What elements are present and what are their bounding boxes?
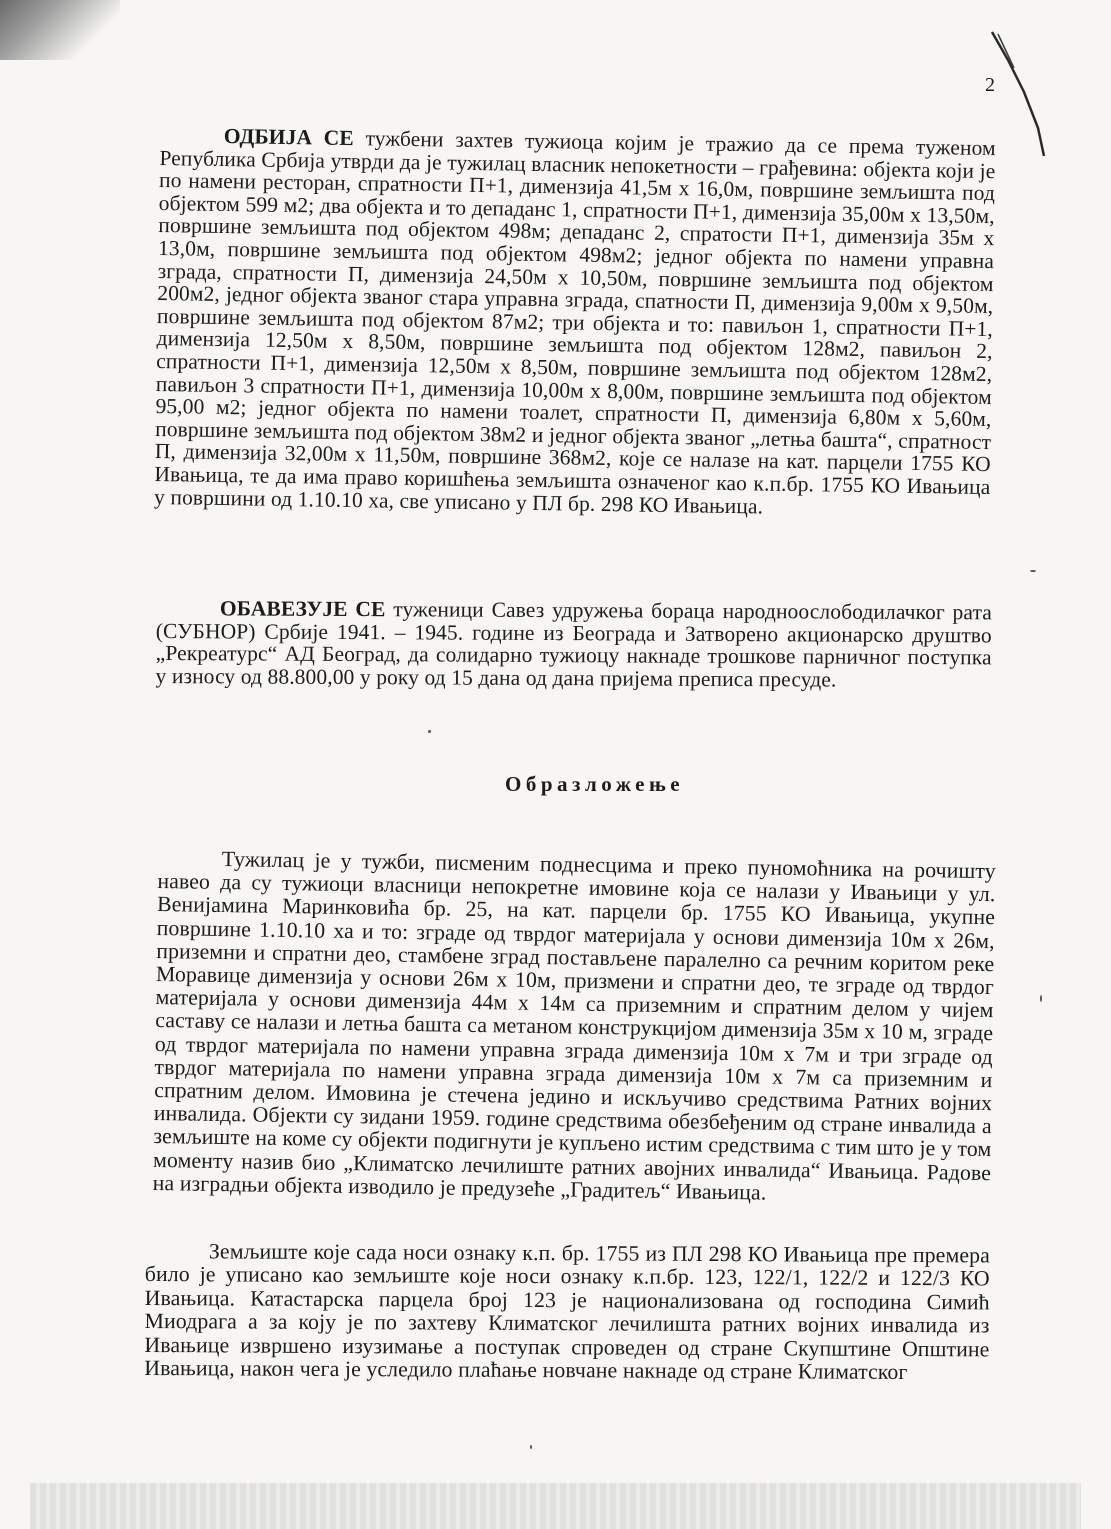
paragraph-obliges [156, 597, 992, 692]
paragraph-lead: ОДБИЈА СЕ [223, 124, 355, 151]
paragraph-text: Тужилац је у тужби, писменим поднесцима и преко пуномоћника на рочишту навео да су тужиоци власници непокретне имовине која се налази у Ивањици у ул. Венијамина Маринковића бр. 25, на кат. парцели бр. 1755 КО Ивањица, укупне површине 1.10.10 ха и то: зграде од тврдог материјала у основи димензија 10м х 26м, приземни и спратни део, стамбене зград постављене паралелно са речним коритом реке Моравице димензија у основи 26м х 10м, призмени и спратни део, те зграде од тврдог материјала у основи димензија 44м х 14м са приземним и спратним делом у чијем саставу се налази и летња башта са метаном конструкцијом димензија 35м х 10 м, зграде од тврдог материјала по намени управна зграда димензија 10м х 7м и три зграде од тврдог материјала по намени управна зграда димензија 10м х 7м са приземним и спратним делом. Имовина је стечена једино и искључиво средствима Ратних војних инвалида. Објекти су зидани 1959. године средствима обезбеђеним од стране инвалида а земљиште на коме су објекти подигнути је купљено истим средствима с тим што је у том моменту назив био „Климатско лечилиште ратних авојних инвалида“ Ивањица. Радове на изградњи објекта изводило је предузеће „Градитељ“ Ивањица. [152, 847, 996, 1205]
paragraph-rejects [154, 124, 996, 521]
paragraph-lead: ОБАВЕЗУЈЕ СЕ [219, 596, 386, 622]
scan-speck [1040, 995, 1042, 1002]
paragraph-text: туженици Савез удружења бораца народноослободилачког рата (СУБНОР) Србије 1941. – 1945. године из Београда и Затворено акционарско друштво „Рекреатурс“ АД Београд, да солидарно тужиоцу накнаде трошкове парничног поступка у износу од 88.800,00 у року од 15 дана од дана пријема преписа пресуде. [155, 597, 992, 692]
scan-shadow-top-left [0, 0, 120, 60]
page-number: 2 [985, 74, 995, 96]
corner-pen-stroke [990, 30, 1050, 160]
paragraph-reasoning-1 [153, 847, 996, 1208]
scan-speck [530, 1445, 532, 1449]
scan-speck [428, 730, 431, 733]
paragraph-reasoning-2 [144, 1240, 990, 1385]
section-heading: Образложење [505, 772, 685, 796]
scan-speck [1030, 570, 1036, 572]
paragraph-text: Земљиште које сада носи ознаку к.п. бр. 1755 из ПЛ 298 КО Ивањица пре премера било је уписано као земљиште које носи ознаку к.п.бр. 123, 122/1, 122/2 и 122/3 КО Ивањица. Катастарска парцела број 123 је национализована од господина Симић Миодрага а за коју је по захтеву Климатског лечилишта ратних војних инвалида из Ивањице извршено изузимање а поступак спроведен од стране Скупштине Општине Ивањица, након чега је уследило плаћање новчане накнаде од стране Климатског [144, 1239, 990, 1385]
scan-edge-bottom [30, 1483, 1081, 1529]
paragraph-text: тужбени захтев тужиоца којим је тражио да се према туженом Република Србија утврди да је тужилац власник непокетности – грађевина: објекта који је по намени ресторан, спратности П+1, димензија 41,5м х 16,0м, површине земљишта под објектом 599 м2; два објекта и то депаданс 1, спратности П+1, димензија 35,00м х 13,50м, површине земљишта под објектом 498м; депаданс 2, спратости П+1, димензија 35м х 13,0м, површине земљишта под објектом 498м2; једног објекта по намени управна зграда, спратности П, димензија 24,50м х 10,50м, површине земљишта под објектом 200м2, једног објекта званог стара управна зграда, спатности П, димензија 9,00м х 9,50м, површине земљишта под објектом 87м2; три објекта и то: павиљон 1, спратности П+1, димензија 12,50м х 8,50м, површине земљишта под објектом 128м2, павиљон 2, спратности П+1, димензија 12,50м х 8,50м, површине земљишта под објектом 128м2, павиљон 3 спратности П+1, димензија 10,00м х 8,00м, површине земљишта под објектом 95,00 м2; једног објекта по намени тоалет, спратности П, димензија 6,80м х 5,60м, површине земљишта под објектом 38м2 и једног објекта званог „летња башта“, спратност П, димензија 32,00м х 11,50м, површине 368м2, које се налазе на кат. парцели 1755 КО Ивањица, те да има право коришћења земљишта означеног као к.п.бр. 1755 КО Ивањица у површини од 1.10.10 ха, све уписано у ПЛ бр. 298 КО Ивањица. [153, 126, 996, 519]
